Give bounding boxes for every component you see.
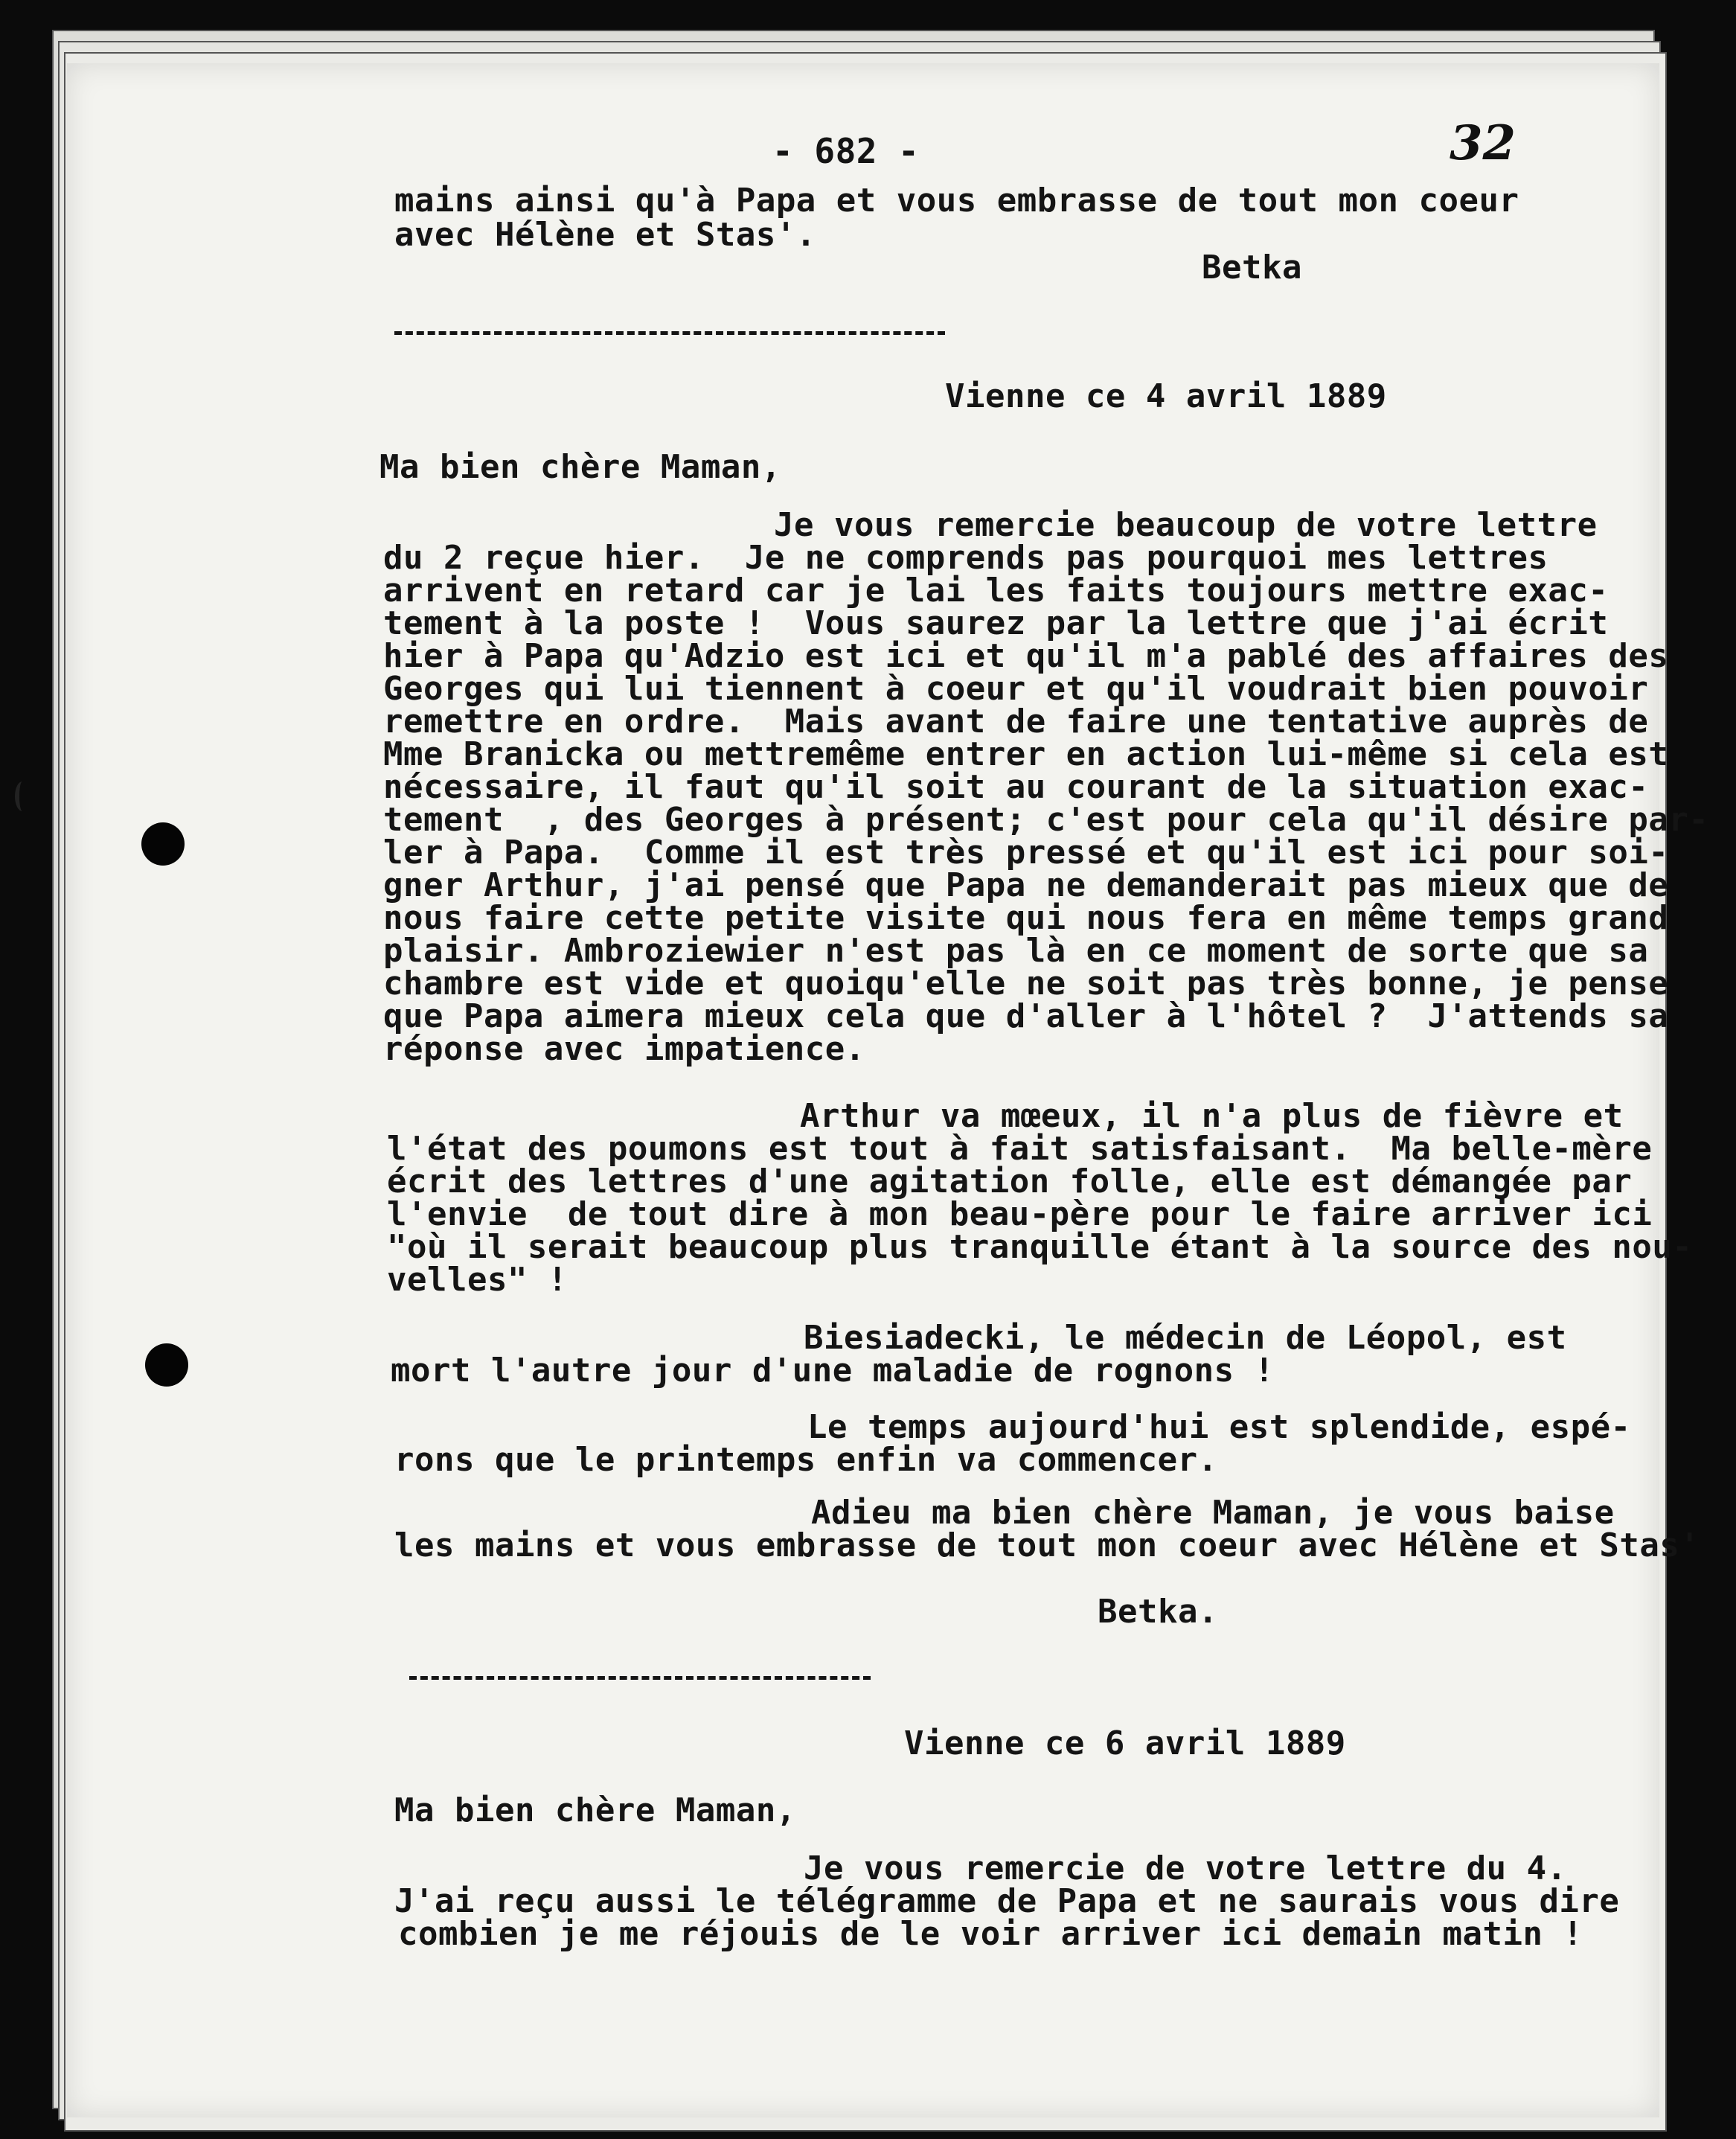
text-line: tement à la poste ! Vous saurez par la lettre que j'ai écrit [383,604,1609,642]
dateline: Vienne ce 4 avril 1889 [945,377,1387,415]
text-line: "où il serait beaucoup plus tranquille étant à la source des nou- [387,1228,1693,1266]
text-line: réponse avec impatience. [383,1030,865,1068]
text-line: écrit des lettres d'une agitation folle, elle est démangée par [387,1163,1633,1200]
text-line: Adieu ma bien chère Maman, je vous baise [811,1494,1615,1532]
text-line: Le temps aujourd'hui est splendide, espé- [807,1408,1631,1446]
typewritten-page [67,63,1709,2117]
text-line: que Papa aimera mieux cela que d'aller à l'hôtel ? J'attends sa [383,997,1669,1035]
text-line: mort l'autre jour d'une maladie de rognons ! [391,1352,1275,1390]
dateline: Vienne ce 6 avril 1889 [904,1724,1346,1762]
text-line: Mme Branicka ou mettremême entrer en action lui-même si cela est [383,735,1669,773]
signature: Betka [1202,249,1302,287]
punch-hole [141,822,185,866]
separator-line [409,1676,871,1680]
text-line: remettre en ordre. Mais avant de faire une tentative auprès de [383,703,1649,741]
text-line: combien je me réjouis de le voir arriver ici demain matin ! [398,1915,1583,1953]
text-line: nécessaire, il faut qu'il soit au courant de la situation exac- [383,768,1649,806]
salutation: Ma bien chère Maman, [379,448,781,486]
text-line: nous faire cette petite visite qui nous fera en même temps grand [383,899,1669,937]
text-line: Biesiadecki, le médecin de Léopol, est [804,1319,1567,1357]
text-line: l'état des poumons est tout à fait satisfaisant. Ma belle-mère [387,1130,1653,1168]
text-line: rons que le printemps enfin va commencer. [394,1441,1218,1479]
text-line: Je vous remercie de votre lettre du 4. [804,1849,1567,1887]
signature: Betka. [1098,1593,1218,1631]
salutation: Ma bien chère Maman, [394,1791,796,1829]
punch-hole [145,1343,188,1387]
text-line: hier à Papa qu'Adzio est ici et qu'il m'a pablé des affaires des [383,637,1669,675]
text-line: arrivent en retard car je lai les faits toujours mettre exac- [383,572,1609,610]
text-line: tement , des Georges à présent; c'est pour cela qu'il désire par- [383,801,1709,839]
text-line: Georges qui lui tiennent à coeur et qu'il voudrait bien pouvoir [383,670,1649,708]
text-line: l'envie de tout dire à mon beau-père pour le faire arriver ici [387,1195,1653,1233]
folio-number: 32 [1450,115,1516,171]
separator-line [394,331,945,335]
text-line: gner Arthur, j'ai pensé que Papa ne demanderait pas mieux que de [383,866,1669,904]
text-line: avec Hélène et Stas'. [394,216,816,254]
text-line: les mains et vous embrasse de tout mon coeur avec Hélène et Stas' [394,1526,1700,1564]
margin-mark [15,781,30,811]
text-line: velles" ! [387,1261,568,1299]
text-line: ler à Papa. Comme il est très pressé et qu'il est ici pour soi- [383,834,1669,872]
page-number: - 682 - [772,131,920,171]
text-line: mains ainsi qu'à Papa et vous embrasse de tout mon coeur [394,182,1519,220]
text-line: du 2 reçue hier. Je ne comprends pas pourquoi mes lettres [383,539,1548,577]
text-line: Je vous remercie beaucoup de votre lettre [774,506,1598,544]
text-line: Arthur va mœeux, il n'a plus de fièvre et [800,1097,1624,1135]
text-line: plaisir. Ambroziewier n'est pas là en ce moment de sorte que sa [383,932,1649,970]
text-line: chambre est vide et quoiqu'elle ne soit pas très bonne, je pense [383,965,1669,1003]
text-line: J'ai reçu aussi le télégramme de Papa et ne saurais vous dire [394,1882,1620,1920]
